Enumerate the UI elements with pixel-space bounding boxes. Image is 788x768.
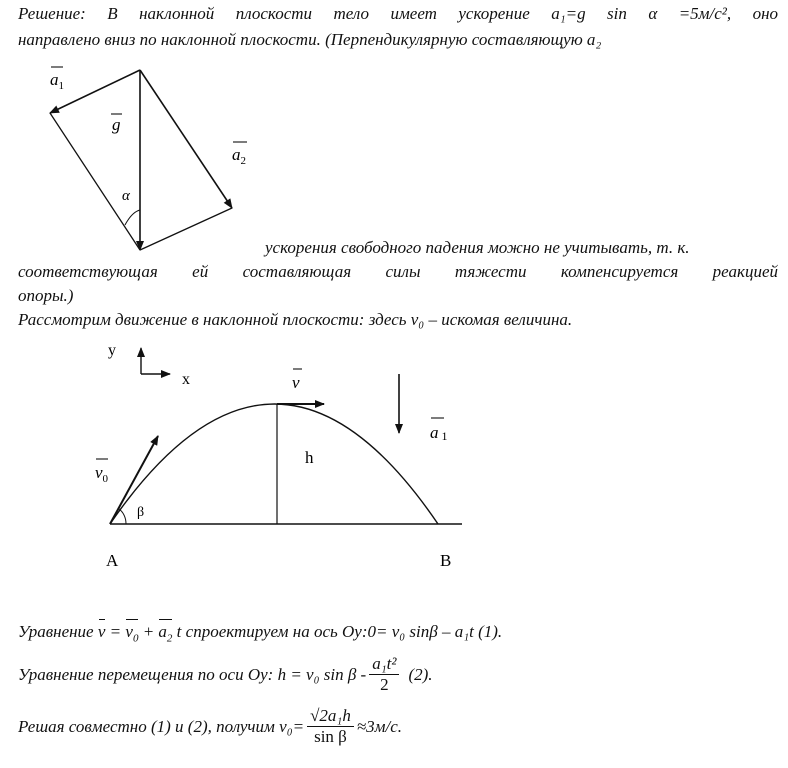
label-a1-fig2: a 1 (430, 423, 448, 443)
parallelogram-right-side (140, 208, 232, 250)
consider-line: Рассмотрим движение в наклонной плоскости: здесь v₀ – искомая величина. (18, 310, 573, 329)
eq1-suffix: t спроектируем на ось Oy:0= v₀ sinβ – a₁t (1). (176, 622, 503, 641)
eq3-prefix: Решая совместно (1) и (2), получим v₀= (18, 716, 305, 736)
eq3-suffix: ≈3м/с. (356, 716, 403, 736)
eq2-prefix: Уравнение перемещения по оси Oy: h = v₀ sin β - (18, 664, 367, 684)
vector-a2 (140, 70, 232, 208)
label-v0: $v_0$ (95, 463, 109, 485)
label-beta: β (137, 505, 145, 520)
eq2-denominator: 2 (380, 675, 389, 694)
equation-1: Уравнение $v = v_0 + a_2$ t спроектируем на ось Oy:0= v₀ sinβ – a₁t (1). (18, 622, 503, 645)
label-alpha: α (122, 188, 130, 204)
label-a1: $a_1$ (50, 70, 64, 92)
point-a-label: A (106, 551, 119, 570)
vector-v0 (110, 436, 158, 524)
axis-x-label: x (182, 371, 190, 388)
label-h: h (305, 448, 314, 467)
trajectory-diagram (0, 330, 788, 575)
eq1-prefix: Уравнение (18, 622, 94, 641)
axis-y-label: y (108, 342, 116, 359)
eq2-suffix: (2). (408, 664, 433, 684)
eq2-numerator: a₁t² (369, 654, 399, 675)
eq2-fraction (369, 654, 399, 695)
eq1-vec-a2: $a_2$ (158, 622, 173, 645)
intro-cont-1: ускорения свободного падения можно не учитывать, т. к. (265, 238, 690, 257)
eq3-denominator: sin β (314, 727, 347, 746)
label-g: g (112, 115, 121, 134)
intro-line-2: направлено вниз по наклонной плоскости. (Перпендикулярную составляющую a₂ (18, 30, 602, 49)
eq1-vec-v: v (97, 622, 106, 641)
eq3-numerator: √2a₁h (307, 706, 354, 727)
eq1-vec-v0: $v_0$ (125, 622, 139, 645)
eq3-fraction (307, 706, 354, 747)
point-b-label: B (440, 551, 452, 570)
parallelogram-left-side (50, 113, 140, 250)
acceleration-diagram (0, 52, 300, 262)
intro-line-1: Решение: В наклонной плоскости тело имеет ускорение a₁=g sin α =5м/с², оно (18, 4, 778, 23)
equation-3 (18, 706, 402, 747)
label-a2: $a_2$ (232, 145, 246, 167)
trajectory-curve (110, 404, 438, 524)
intro-cont-2: соответствующая ей составляющая силы тяжести компенсируется реакцией (18, 262, 778, 281)
equation-2 (18, 654, 433, 695)
intro-cont-3: опоры.) (18, 286, 74, 305)
angle-alpha-arc (125, 210, 140, 225)
label-v: v (292, 373, 300, 392)
